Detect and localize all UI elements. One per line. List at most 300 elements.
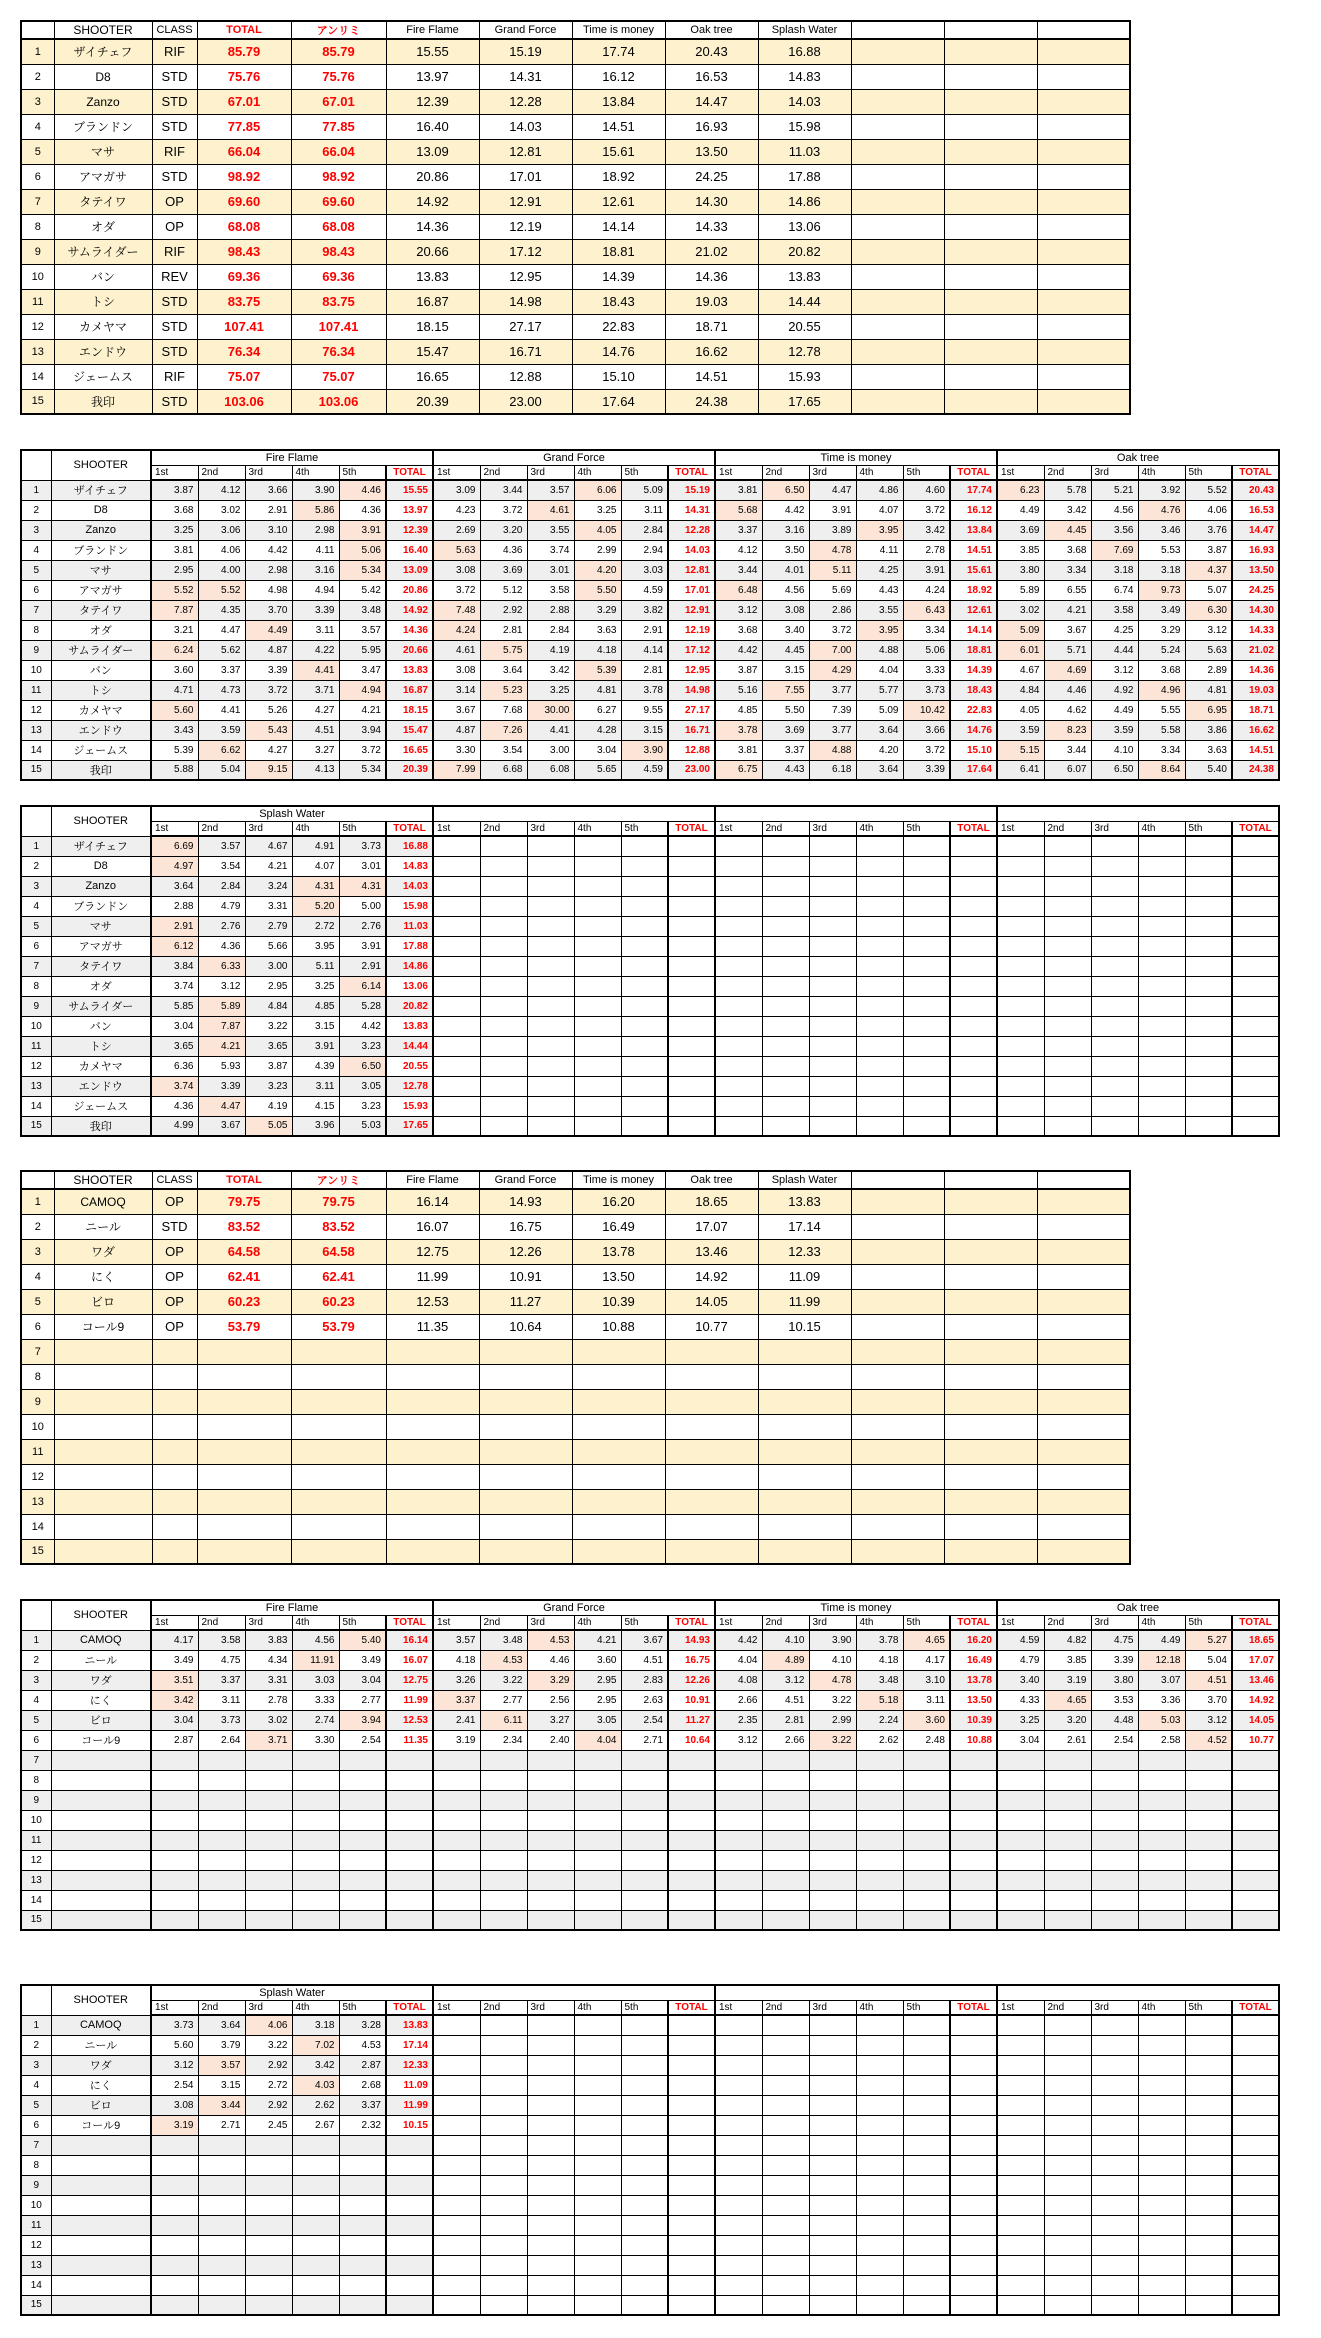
header-event-oak-tree[interactable]: Oak tree <box>997 450 1279 465</box>
empty-total-cell[interactable] <box>668 2295 715 2315</box>
empty-score-cell[interactable] <box>527 1810 574 1830</box>
score-cell[interactable]: 4.97 <box>151 856 198 876</box>
score-cell[interactable]: 4.91 <box>292 836 339 856</box>
empty-score-cell[interactable] <box>762 2015 809 2035</box>
empty-score-cell[interactable] <box>903 1850 950 1870</box>
shooter-name-cell[interactable]: タテイワ <box>51 956 151 976</box>
empty-score-cell[interactable] <box>1138 1850 1185 1870</box>
empty-score-cell[interactable] <box>1044 1056 1091 1076</box>
score-cell[interactable]: 3.78 <box>621 680 668 700</box>
empty-total-cell[interactable] <box>950 876 997 896</box>
shooter-name-cell[interactable]: アマガサ <box>51 936 151 956</box>
score-cell[interactable]: 4.98 <box>245 580 292 600</box>
row-number-cell[interactable]: 15 <box>21 1910 51 1930</box>
empty-score-cell[interactable] <box>292 2135 339 2155</box>
score-cell[interactable]: 5.42 <box>339 580 386 600</box>
empty-score-cell[interactable] <box>198 2135 245 2155</box>
empty-score-cell[interactable] <box>1091 2035 1138 2055</box>
empty-score-cell[interactable] <box>856 2055 903 2075</box>
empty-score-cell[interactable] <box>1185 916 1232 936</box>
empty-total-cell[interactable] <box>950 2175 997 2195</box>
score-cell[interactable]: 3.18 <box>1138 560 1185 580</box>
empty-score-cell[interactable] <box>527 2135 574 2155</box>
score-cell[interactable]: 4.17 <box>903 1650 950 1670</box>
score-cell[interactable]: 4.51 <box>621 1650 668 1670</box>
header-attempt[interactable]: 3rd <box>245 2000 292 2015</box>
header-shooter[interactable]: SHOOTER <box>51 450 151 480</box>
header-attempt[interactable]: 5th <box>621 465 668 480</box>
score-cell[interactable]: 4.11 <box>856 540 903 560</box>
section-total-cell[interactable]: 20.82 <box>386 996 433 1016</box>
empty-total-cell[interactable] <box>1232 2295 1279 2315</box>
empty-score-cell[interactable] <box>574 1056 621 1076</box>
score-cell[interactable]: 3.33 <box>903 660 950 680</box>
empty-score-cell[interactable] <box>856 856 903 876</box>
empty-score-cell[interactable] <box>292 1830 339 1850</box>
score-cell[interactable]: 3.91 <box>809 500 856 520</box>
empty-score-cell[interactable] <box>809 976 856 996</box>
empty-score-cell[interactable] <box>1091 2275 1138 2295</box>
shooter-name-cell[interactable] <box>51 1850 151 1870</box>
empty-total-cell[interactable] <box>668 996 715 1016</box>
empty-score-cell[interactable] <box>856 1770 903 1790</box>
score-cell[interactable]: 4.05 <box>997 700 1044 720</box>
empty-score-cell[interactable] <box>480 2015 527 2035</box>
shooter-name-cell[interactable]: ビロ <box>54 1289 152 1314</box>
score-cell[interactable]: 4.67 <box>245 836 292 856</box>
empty-score-cell[interactable] <box>1044 1116 1091 1136</box>
header-empty-column[interactable] <box>851 21 944 39</box>
empty-total-cell[interactable] <box>950 2075 997 2095</box>
unlimited-total-cell[interactable]: 79.75 <box>291 1189 386 1214</box>
empty-score-cell[interactable] <box>856 976 903 996</box>
empty-score-cell[interactable] <box>1185 956 1232 976</box>
empty-score-cell[interactable] <box>245 2195 292 2215</box>
event-total-cell[interactable] <box>665 1439 758 1464</box>
total-cell[interactable] <box>197 1489 291 1514</box>
score-cell[interactable]: 5.66 <box>245 936 292 956</box>
event-total-cell[interactable]: 12.91 <box>479 189 572 214</box>
empty-score-cell[interactable] <box>997 896 1044 916</box>
empty-score-cell[interactable] <box>903 896 950 916</box>
empty-score-cell[interactable] <box>856 2035 903 2055</box>
event-total-cell[interactable]: 19.03 <box>665 289 758 314</box>
empty-score-cell[interactable] <box>715 1890 762 1910</box>
score-cell[interactable]: 2.98 <box>292 520 339 540</box>
empty-cell[interactable] <box>944 139 1037 164</box>
section-total-cell[interactable]: 15.98 <box>386 896 433 916</box>
score-cell[interactable]: 3.34 <box>903 620 950 640</box>
score-cell[interactable]: 4.41 <box>198 700 245 720</box>
class-cell[interactable]: RIF <box>152 39 197 64</box>
score-cell[interactable]: 3.64 <box>151 876 198 896</box>
empty-score-cell[interactable] <box>527 1096 574 1116</box>
event-total-cell[interactable] <box>665 1464 758 1489</box>
score-cell[interactable]: 3.26 <box>433 1670 480 1690</box>
empty-score-cell[interactable] <box>151 1770 198 1790</box>
score-cell[interactable]: 3.16 <box>762 520 809 540</box>
empty-total-cell[interactable] <box>950 1076 997 1096</box>
empty-score-cell[interactable] <box>339 1830 386 1850</box>
section-total-cell[interactable]: 20.55 <box>386 1056 433 1076</box>
empty-total-cell[interactable] <box>950 2055 997 2075</box>
event-total-cell[interactable]: 14.86 <box>758 189 851 214</box>
empty-score-cell[interactable] <box>433 1830 480 1850</box>
score-cell[interactable]: 2.94 <box>621 540 668 560</box>
empty-total-cell[interactable] <box>950 1770 997 1790</box>
empty-score-cell[interactable] <box>198 2215 245 2235</box>
score-cell[interactable]: 3.74 <box>151 976 198 996</box>
empty-score-cell[interactable] <box>903 2055 950 2075</box>
event-total-cell[interactable]: 14.92 <box>386 189 479 214</box>
total-cell[interactable]: 76.34 <box>197 339 291 364</box>
empty-score-cell[interactable] <box>527 2295 574 2315</box>
score-cell[interactable]: 5.69 <box>809 580 856 600</box>
empty-cell[interactable] <box>851 114 944 139</box>
empty-score-cell[interactable] <box>1044 1750 1091 1770</box>
empty-score-cell[interactable] <box>1185 856 1232 876</box>
empty-score-cell[interactable] <box>997 2095 1044 2115</box>
score-cell[interactable]: 5.52 <box>151 580 198 600</box>
header-attempt[interactable]: 3rd <box>527 821 574 836</box>
event-total-cell[interactable]: 13.84 <box>572 89 665 114</box>
event-total-cell[interactable]: 12.26 <box>479 1239 572 1264</box>
empty-cell[interactable] <box>944 114 1037 139</box>
empty-score-cell[interactable] <box>715 836 762 856</box>
section-total-cell[interactable]: 12.39 <box>386 520 433 540</box>
empty-score-cell[interactable] <box>621 1810 668 1830</box>
score-cell[interactable]: 6.55 <box>1044 580 1091 600</box>
score-cell[interactable]: 3.42 <box>903 520 950 540</box>
header-event-oak-tree[interactable]: Oak tree <box>665 21 758 39</box>
row-number-cell[interactable]: 1 <box>21 836 51 856</box>
empty-score-cell[interactable] <box>1138 2115 1185 2135</box>
empty-score-cell[interactable] <box>809 1016 856 1036</box>
empty-score-cell[interactable] <box>1091 996 1138 1016</box>
score-cell[interactable]: 2.91 <box>621 620 668 640</box>
event-total-cell[interactable]: 14.51 <box>572 114 665 139</box>
score-cell[interactable]: 3.76 <box>1185 520 1232 540</box>
empty-score-cell[interactable] <box>762 2075 809 2095</box>
empty-score-cell[interactable] <box>997 2175 1044 2195</box>
score-cell[interactable]: 4.45 <box>1044 520 1091 540</box>
score-cell[interactable]: 4.79 <box>997 1650 1044 1670</box>
empty-score-cell[interactable] <box>151 1830 198 1850</box>
header-empty-column[interactable] <box>944 1171 1037 1189</box>
empty-total-cell[interactable] <box>950 1016 997 1036</box>
section-total-cell[interactable]: 12.26 <box>668 1670 715 1690</box>
empty-score-cell[interactable] <box>1185 1036 1232 1056</box>
score-cell[interactable]: 3.15 <box>292 1016 339 1036</box>
empty-total-cell[interactable] <box>386 2255 433 2275</box>
empty-total-cell[interactable] <box>1232 896 1279 916</box>
empty-cell[interactable] <box>1037 264 1130 289</box>
empty-score-cell[interactable] <box>856 936 903 956</box>
empty-score-cell[interactable] <box>339 2275 386 2295</box>
empty-score-cell[interactable] <box>1185 2115 1232 2135</box>
empty-total-cell[interactable] <box>1232 1850 1279 1870</box>
score-cell[interactable]: 4.21 <box>574 1630 621 1650</box>
event-total-cell[interactable]: 12.19 <box>479 214 572 239</box>
score-cell[interactable]: 4.69 <box>1044 660 1091 680</box>
score-cell[interactable]: 3.21 <box>151 620 198 640</box>
score-cell[interactable]: 3.12 <box>151 2055 198 2075</box>
class-cell[interactable]: STD <box>152 164 197 189</box>
empty-score-cell[interactable] <box>715 856 762 876</box>
empty-total-cell[interactable] <box>386 1750 433 1770</box>
section-total-cell[interactable]: 12.75 <box>386 1670 433 1690</box>
row-number-cell[interactable]: 11 <box>21 289 54 314</box>
empty-total-cell[interactable] <box>386 1890 433 1910</box>
header-shooter[interactable]: SHOOTER <box>54 1171 152 1189</box>
score-cell[interactable]: 2.76 <box>339 916 386 936</box>
score-cell[interactable]: 2.40 <box>527 1730 574 1750</box>
score-cell[interactable]: 3.12 <box>715 1730 762 1750</box>
score-cell[interactable]: 3.29 <box>574 600 621 620</box>
empty-score-cell[interactable] <box>480 1056 527 1076</box>
empty-score-cell[interactable] <box>1091 936 1138 956</box>
empty-score-cell[interactable] <box>903 2135 950 2155</box>
empty-score-cell[interactable] <box>574 876 621 896</box>
empty-cell[interactable] <box>1037 1514 1130 1539</box>
empty-total-cell[interactable] <box>386 2215 433 2235</box>
unlimited-total-cell[interactable] <box>291 1464 386 1489</box>
section-total-cell[interactable]: 14.03 <box>386 876 433 896</box>
event-total-cell[interactable]: 14.36 <box>386 214 479 239</box>
section-total-cell[interactable]: 13.46 <box>1232 1670 1279 1690</box>
score-cell[interactable]: 3.68 <box>1044 540 1091 560</box>
empty-score-cell[interactable] <box>997 1830 1044 1850</box>
shooter-name-cell[interactable] <box>51 1870 151 1890</box>
empty-total-cell[interactable] <box>668 1116 715 1136</box>
section-total-cell[interactable]: 12.19 <box>668 620 715 640</box>
event-total-cell[interactable] <box>665 1489 758 1514</box>
score-cell[interactable]: 7.87 <box>198 1016 245 1036</box>
score-cell[interactable]: 4.65 <box>903 1630 950 1650</box>
row-number-cell[interactable]: 11 <box>21 1036 51 1056</box>
header-attempt[interactable]: 4th <box>574 465 621 480</box>
class-cell[interactable]: STD <box>152 1214 197 1239</box>
score-cell[interactable]: 3.90 <box>621 740 668 760</box>
empty-score-cell[interactable] <box>574 1790 621 1810</box>
empty-total-cell[interactable] <box>668 856 715 876</box>
score-cell[interactable]: 3.85 <box>997 540 1044 560</box>
row-number-cell[interactable]: 8 <box>21 1770 51 1790</box>
empty-score-cell[interactable] <box>762 856 809 876</box>
class-cell[interactable]: OP <box>152 1189 197 1214</box>
event-total-cell[interactable]: 13.83 <box>758 264 851 289</box>
event-total-cell[interactable]: 16.88 <box>758 39 851 64</box>
empty-score-cell[interactable] <box>1044 836 1091 856</box>
score-cell[interactable]: 6.18 <box>809 760 856 780</box>
empty-total-cell[interactable] <box>386 1810 433 1830</box>
event-total-cell[interactable]: 18.81 <box>572 239 665 264</box>
empty-total-cell[interactable] <box>386 2295 433 2315</box>
score-cell[interactable]: 3.37 <box>715 520 762 540</box>
score-cell[interactable]: 3.09 <box>433 480 480 500</box>
score-cell[interactable]: 2.35 <box>715 1710 762 1730</box>
empty-score-cell[interactable] <box>574 996 621 1016</box>
row-number-cell[interactable]: 12 <box>21 700 51 720</box>
row-number-cell[interactable]: 14 <box>21 1514 54 1539</box>
empty-cell[interactable] <box>1037 89 1130 114</box>
empty-total-cell[interactable] <box>668 2015 715 2035</box>
score-cell[interactable]: 6.30 <box>1185 600 1232 620</box>
empty-cell[interactable] <box>1037 139 1130 164</box>
header-attempt[interactable]: 1st <box>151 821 198 836</box>
empty-total-cell[interactable] <box>950 1056 997 1076</box>
empty-score-cell[interactable] <box>245 2215 292 2235</box>
score-cell[interactable]: 3.00 <box>527 740 574 760</box>
empty-score-cell[interactable] <box>198 2175 245 2195</box>
row-number-cell[interactable]: 8 <box>21 976 51 996</box>
empty-score-cell[interactable] <box>433 1116 480 1136</box>
empty-score-cell[interactable] <box>997 2075 1044 2095</box>
empty-score-cell[interactable] <box>997 1116 1044 1136</box>
score-cell[interactable]: 6.50 <box>762 480 809 500</box>
shooter-name-cell[interactable]: D8 <box>51 500 151 520</box>
score-cell[interactable]: 3.54 <box>198 856 245 876</box>
score-cell[interactable]: 3.22 <box>809 1690 856 1710</box>
empty-score-cell[interactable] <box>1091 2055 1138 2075</box>
score-cell[interactable]: 4.47 <box>198 1096 245 1116</box>
event-total-cell[interactable]: 14.47 <box>665 89 758 114</box>
shooter-name-cell[interactable]: カメヤマ <box>51 700 151 720</box>
shooter-name-cell[interactable] <box>51 2175 151 2195</box>
score-cell[interactable]: 2.77 <box>480 1690 527 1710</box>
empty-score-cell[interactable] <box>1138 2155 1185 2175</box>
row-number-cell[interactable]: 9 <box>21 2175 51 2195</box>
empty-score-cell[interactable] <box>903 1790 950 1810</box>
empty-score-cell[interactable] <box>715 2175 762 2195</box>
empty-score-cell[interactable] <box>715 896 762 916</box>
empty-score-cell[interactable] <box>762 1790 809 1810</box>
empty-score-cell[interactable] <box>762 1750 809 1770</box>
empty-score-cell[interactable] <box>1138 956 1185 976</box>
score-cell[interactable]: 3.74 <box>527 540 574 560</box>
event-total-cell[interactable] <box>479 1514 572 1539</box>
shooter-name-cell[interactable]: アマガサ <box>51 580 151 600</box>
score-cell[interactable]: 3.49 <box>339 1650 386 1670</box>
unlimited-total-cell[interactable]: 83.75 <box>291 289 386 314</box>
empty-score-cell[interactable] <box>245 2295 292 2315</box>
empty-cell[interactable] <box>1037 164 1130 189</box>
section-total-cell[interactable]: 18.92 <box>950 580 997 600</box>
empty-score-cell[interactable] <box>433 2295 480 2315</box>
score-cell[interactable]: 3.28 <box>339 2015 386 2035</box>
empty-score-cell[interactable] <box>997 916 1044 936</box>
section-total-cell[interactable]: 20.66 <box>386 640 433 660</box>
score-cell[interactable]: 3.44 <box>1044 740 1091 760</box>
total-cell[interactable]: 69.36 <box>197 264 291 289</box>
score-cell[interactable]: 4.43 <box>856 580 903 600</box>
empty-score-cell[interactable] <box>715 2235 762 2255</box>
score-cell[interactable]: 4.42 <box>339 1016 386 1036</box>
empty-cell[interactable] <box>944 1314 1037 1339</box>
empty-score-cell[interactable] <box>480 936 527 956</box>
empty-score-cell[interactable] <box>809 2175 856 2195</box>
row-number-cell[interactable]: 2 <box>21 1650 51 1670</box>
empty-cell[interactable] <box>851 1339 944 1364</box>
score-cell[interactable]: 3.19 <box>1044 1670 1091 1690</box>
event-total-cell[interactable]: 15.10 <box>572 364 665 389</box>
empty-score-cell[interactable] <box>1138 996 1185 1016</box>
header-section-total[interactable]: TOTAL <box>386 2000 433 2015</box>
empty-total-cell[interactable] <box>950 916 997 936</box>
score-cell[interactable]: 7.55 <box>762 680 809 700</box>
score-cell[interactable]: 2.87 <box>151 1730 198 1750</box>
empty-score-cell[interactable] <box>715 2135 762 2155</box>
header-attempt[interactable]: 4th <box>856 2000 903 2015</box>
score-cell[interactable]: 4.56 <box>762 580 809 600</box>
empty-score-cell[interactable] <box>245 2135 292 2155</box>
empty-score-cell[interactable] <box>527 1910 574 1930</box>
header-attempt[interactable]: 1st <box>433 1615 480 1630</box>
empty-total-cell[interactable] <box>1232 2055 1279 2075</box>
empty-score-cell[interactable] <box>1138 1016 1185 1036</box>
empty-cell[interactable] <box>944 264 1037 289</box>
header-attempt[interactable]: 4th <box>856 821 903 836</box>
empty-score-cell[interactable] <box>198 2275 245 2295</box>
score-cell[interactable]: 4.19 <box>245 1096 292 1116</box>
empty-score-cell[interactable] <box>1185 1116 1232 1136</box>
section-total-cell[interactable]: 14.31 <box>668 500 715 520</box>
empty-cell[interactable] <box>944 389 1037 414</box>
score-cell[interactable]: 2.24 <box>856 1710 903 1730</box>
row-number-cell[interactable]: 4 <box>21 540 51 560</box>
score-cell[interactable]: 4.10 <box>1091 740 1138 760</box>
empty-score-cell[interactable] <box>1091 1790 1138 1810</box>
score-cell[interactable]: 3.55 <box>527 520 574 540</box>
empty-score-cell[interactable] <box>480 2055 527 2075</box>
event-total-cell[interactable] <box>386 1539 479 1564</box>
header-attempt[interactable]: 4th <box>292 2000 339 2015</box>
shooter-name-cell[interactable]: オダ <box>54 214 152 239</box>
section-total-cell[interactable]: 15.55 <box>386 480 433 500</box>
empty-total-cell[interactable] <box>1232 916 1279 936</box>
header-section-total[interactable]: TOTAL <box>1232 1615 1279 1630</box>
empty-cell[interactable] <box>944 1464 1037 1489</box>
event-total-cell[interactable]: 11.03 <box>758 139 851 164</box>
event-total-cell[interactable]: 14.30 <box>665 189 758 214</box>
empty-score-cell[interactable] <box>762 936 809 956</box>
row-number-cell[interactable]: 15 <box>21 1116 51 1136</box>
empty-total-cell[interactable] <box>1232 2175 1279 2195</box>
empty-score-cell[interactable] <box>1091 1890 1138 1910</box>
score-cell[interactable]: 7.48 <box>433 600 480 620</box>
event-total-cell[interactable]: 14.03 <box>479 114 572 139</box>
score-cell[interactable]: 3.11 <box>292 1076 339 1096</box>
score-cell[interactable]: 3.04 <box>997 1730 1044 1750</box>
score-cell[interactable]: 6.23 <box>997 480 1044 500</box>
score-cell[interactable]: 2.88 <box>151 896 198 916</box>
score-cell[interactable]: 3.39 <box>292 600 339 620</box>
shooter-name-cell[interactable]: オダ <box>51 976 151 996</box>
section-total-cell[interactable]: 14.98 <box>668 680 715 700</box>
shooter-name-cell[interactable]: にく <box>51 2075 151 2095</box>
empty-score-cell[interactable] <box>480 1036 527 1056</box>
empty-score-cell[interactable] <box>809 1830 856 1850</box>
empty-score-cell[interactable] <box>527 2055 574 2075</box>
row-number-cell[interactable]: 7 <box>21 2135 51 2155</box>
score-cell[interactable]: 3.08 <box>433 660 480 680</box>
header-attempt[interactable]: 3rd <box>1091 1615 1138 1630</box>
empty-score-cell[interactable] <box>715 1750 762 1770</box>
empty-total-cell[interactable] <box>668 1096 715 1116</box>
score-cell[interactable]: 3.44 <box>715 560 762 580</box>
score-cell[interactable]: 2.89 <box>1185 660 1232 680</box>
empty-total-cell[interactable] <box>950 2215 997 2235</box>
